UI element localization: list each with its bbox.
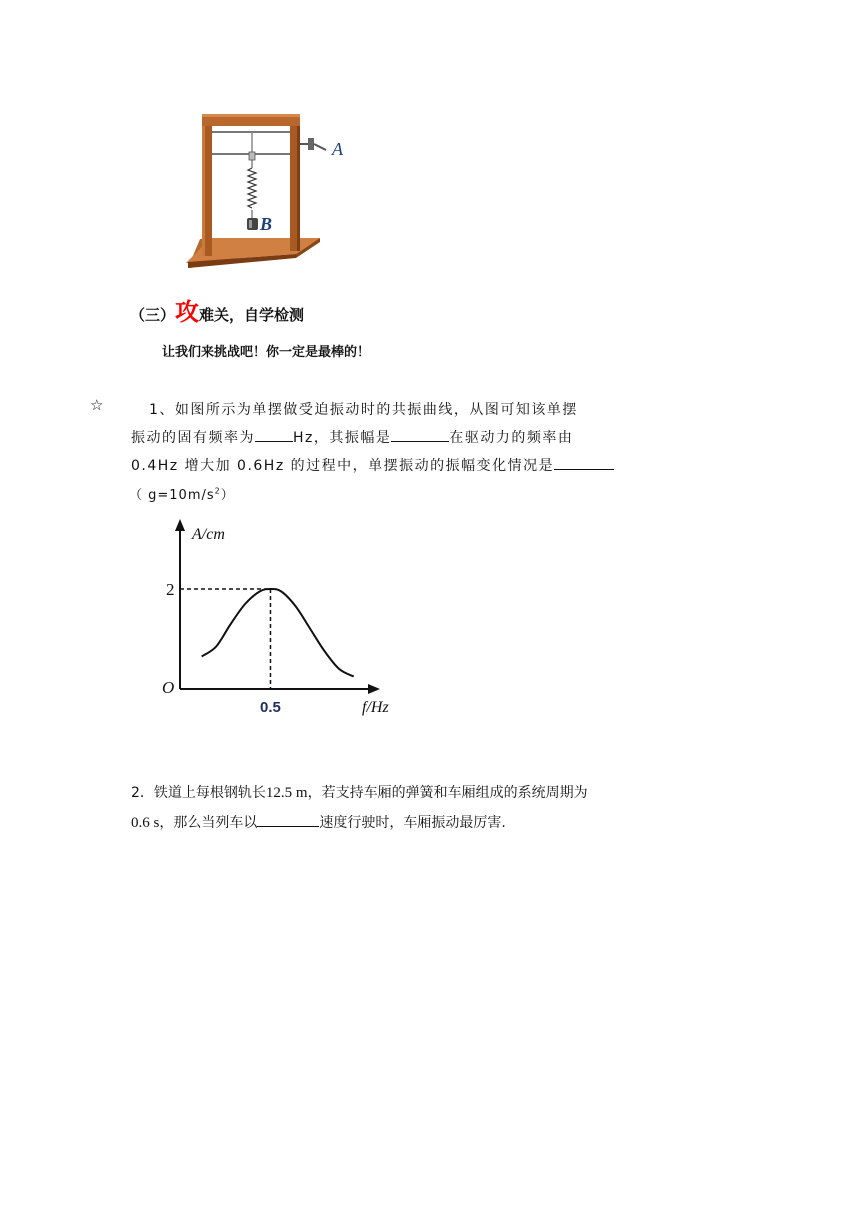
star-icon: ☆ <box>90 396 104 414</box>
blank-amplitude[interactable] <box>391 427 449 442</box>
label-a: A <box>332 139 343 159</box>
resonance-chart <box>150 515 410 725</box>
q2-text-b: ，若支持车厢的弹簧和车厢组成的系统周期为 <box>307 785 588 801</box>
crank-handle <box>308 138 314 150</box>
q1-text-d: 0.4Hz 增大加 0.6Hz 的过程中，单摆振动的振幅变化情况是 <box>131 458 555 474</box>
y-tick-label: 2 <box>166 580 175 599</box>
y-axis-label: A/cm <box>192 526 225 543</box>
q2-period: 0.6 s <box>131 815 160 831</box>
q2-text-c: ，那么当列车以 <box>159 815 258 831</box>
q1-text-a: 振动的固有频率为 <box>131 430 255 446</box>
label-b: B <box>260 214 273 234</box>
blank-amplitude-change[interactable] <box>554 455 614 470</box>
motto: 让我们来挑战吧！你一定是最棒的！ <box>162 345 371 360</box>
q1-text-c: 在驱动力的频率由 <box>449 430 574 446</box>
y-axis-arrow <box>175 519 185 531</box>
q1-line2 <box>131 424 651 452</box>
section-big-char: 攻 <box>175 298 200 326</box>
q1-line3 <box>131 452 651 480</box>
chart-axes <box>175 519 380 694</box>
section-rest: 难关，自学检测 <box>199 306 305 324</box>
origin-label: O <box>162 678 175 697</box>
q2-line1 <box>131 778 651 808</box>
question-1 <box>131 396 651 480</box>
q2-text-d: 速度行驶时，车厢振动最厉害. <box>319 815 506 831</box>
x-axis-label: f/Hz <box>362 699 389 716</box>
g-close: ） <box>220 488 235 503</box>
q1-line1: 1、如图所示为单摆做受迫振动时的共振曲线，从图可知该单摆 <box>149 402 578 418</box>
apparatus-figure <box>180 108 350 274</box>
g-sup: 2 <box>214 486 221 496</box>
gravity-note <box>129 484 235 503</box>
resonance-curve <box>202 589 354 677</box>
q1-text-b: Hz，其振幅是 <box>293 430 392 446</box>
blank-frequency[interactable] <box>255 427 293 442</box>
q2-length: 12.5 m <box>265 785 308 801</box>
q2-text-a: 2．铁道上每根钢轨长 <box>131 785 266 801</box>
section-title <box>130 292 304 327</box>
x-tick-label: 0.5 <box>260 699 281 716</box>
question-2 <box>131 778 651 838</box>
x-axis-arrow <box>368 684 380 694</box>
section-prefix: （三） <box>130 306 176 324</box>
g-text: （ g=10m/s <box>129 488 215 503</box>
q2-line2 <box>131 808 651 838</box>
blank-speed[interactable] <box>257 812 319 827</box>
weight-block <box>247 218 258 230</box>
